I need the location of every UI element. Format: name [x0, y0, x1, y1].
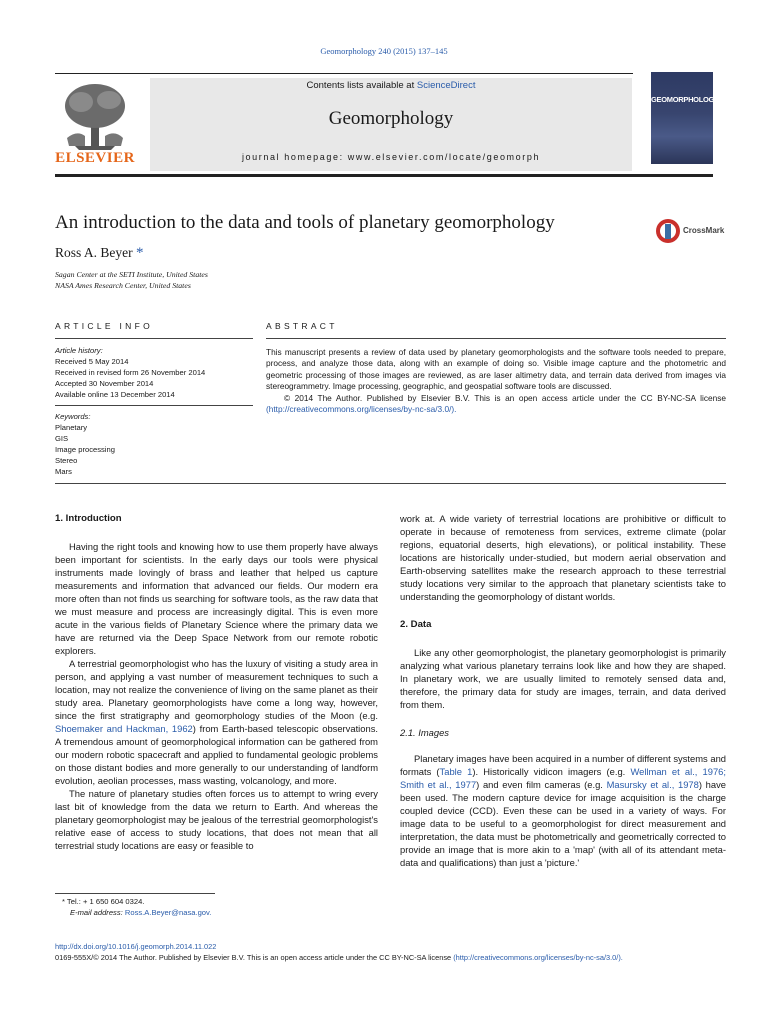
- abstract-heading: ABSTRACT: [266, 321, 338, 331]
- author-line: [55, 245, 144, 262]
- abstract-license-link[interactable]: (http://creativecommons.org/licenses/by-nc-sa/3.0/).: [266, 404, 457, 415]
- history-label: Article history:: [55, 346, 103, 355]
- header-bottom-rule: [55, 174, 713, 177]
- abstract-body: [266, 347, 726, 415]
- journal-name: Geomorphology: [328, 108, 454, 129]
- section-1-heading: 1. Introduction: [55, 513, 122, 524]
- keyword: Image processing: [55, 445, 115, 454]
- text-run: A terrestrial geomorphologist who has the luxury of visiting a study area in person, and applying a vast number of measurement techniques to such a location, may not realize the convenience of living on the same planet as their study area. Planetary geomorphologists have come a long way, however, since the first stratigraphy and geomorphology studies of the Moon (e.g.: [55, 658, 378, 721]
- history-received: Received 5 May 2014: [55, 357, 129, 366]
- sciencedirect-link[interactable]: ScienceDirect: [416, 80, 476, 91]
- section-2-1-heading: 2.1. Images: [400, 727, 449, 738]
- journal-citation[interactable]: Geomorphology 240 (2015) 137–145: [320, 46, 448, 56]
- article-info-rule: [55, 338, 253, 339]
- author-email-link[interactable]: Ross.A.Beyer@nasa.gov.: [124, 908, 212, 917]
- publisher-name: ELSEVIER: [55, 150, 135, 166]
- contents-prefix: Contents lists available at: [306, 80, 417, 91]
- ref-shoemaker-1962[interactable]: Shoemaker and Hackman, 1962: [55, 723, 193, 734]
- history-online: Available online 13 December 2014: [55, 390, 175, 399]
- abstract-rule: [266, 338, 726, 339]
- keyword: GIS: [55, 434, 69, 443]
- intro-paragraph-3-continued: work at. A wide variety of terrestrial locations are prohibitive or difficult to operate in because of remoteness from services, extreme climate (polar regions, equatorial deserts, high elevations), or political instability. These locations are historically under-studied, but modern aerial observation and Earth-observing satellites make the research approach to these terrestrial study locations very similar to the approach that planetary scientists take to understanding the geomorphology of distant worlds.: [400, 513, 726, 602]
- section-2-heading: 2. Data: [400, 619, 432, 630]
- keywords-rule: [55, 405, 253, 406]
- text-run: ) from Earth-based telescopic observations. A tremendous amount of geomorphological information can be gathered from our modern robotic spacecraft and applied to fundamental geologic problems on those distant bodies and more generally to our understanding of landform evolution, aeolian processes, mass wasting, volcanology, and more.: [55, 723, 378, 786]
- data-paragraph-1: Like any other geomorphologist, the planetary geomorphologist is primarily analyzing what various planetary terrains look like and how they are shaped. In planetary work, we are usually limited to remotely sensed data and, therefore, the primary data for study are images, terrain, and data derived from them.: [400, 647, 726, 710]
- intro-paragraph-3: The nature of planetary studies often forces us to attempt to wring every last bit of knowledge from the data we return to Earth. And whereas the planetary geomorphologist may be jealous of the terrestrial geomorphologist's relative ease of access to study locations, that does not mean that all terrestrial study locations are easy or feasible to: [55, 788, 378, 851]
- crossmark-label[interactable]: CrossMark: [683, 226, 725, 235]
- license-link[interactable]: (http://creativecommons.org/licenses/by-nc-sa/3.0/).: [453, 953, 623, 962]
- author-footnote-mark[interactable]: *: [136, 245, 144, 261]
- copyright-text: 0169-555X/© 2014 The Author. Published by Elsevier B.V. This is an open access article under the CC BY-NC-SA license: [55, 953, 454, 962]
- right-column: [400, 512, 726, 869]
- keyword: Planetary: [55, 423, 88, 432]
- abstract-license-text: © 2014 The Author. Published by Elsevier B.V. This is an open access article under the CC BY-NC-SA license: [284, 392, 726, 403]
- article-info-heading: ARTICLE INFO: [55, 321, 154, 331]
- abstract-license: [266, 393, 726, 416]
- keywords: [55, 411, 115, 477]
- author-name: Ross A. Beyer: [55, 245, 133, 260]
- text-run: ). Historically vidicon imagers (e.g.: [472, 766, 631, 777]
- affiliation-2: NASA Ames Research Center, United States: [55, 281, 191, 290]
- keyword: Mars: [55, 467, 72, 476]
- keyword: Stereo: [55, 456, 78, 465]
- footnote-rule: [55, 893, 215, 894]
- journal-cover-image: [651, 72, 719, 164]
- text-run: Planetary images have been acquired in a number of different systems and formats (: [400, 753, 726, 777]
- article-title: An introduction to the data and tools of planetary geomorphology: [55, 212, 555, 233]
- history-revised: Received in revised form 26 November 2014: [55, 368, 206, 377]
- header-top-rule: [55, 73, 633, 74]
- footnote-email: [70, 908, 211, 917]
- copyright-line: [55, 953, 623, 962]
- abstract-text: This manuscript presents a review of data used by planetary geomorphologists and the software tools needed to prepare, process, and analyze those data, along with an example of doing so. Visible image capture and the photometric and geometric processing of those images are reviewed, as are laser altimetry data, and terrain data derived from images via stereogrammetry. Image processing, geographic, and geospatial software tools are discussed.: [266, 347, 726, 392]
- text-run: ) and even film cameras (e.g.: [476, 779, 607, 790]
- journal-cover-title: GEOMORPHOLOGY: [651, 95, 719, 104]
- ref-table-1[interactable]: Table 1: [439, 766, 473, 777]
- ref-wellman-smith[interactable]: Wellman et al., 1976; Smith et al., 1977: [400, 766, 727, 790]
- intro-paragraph-1: Having the right tools and knowing how to use them properly have always been important for scientists. In the early days our tools were physical instruments made lovingly of brass and leather that helped us capture measurements and information that advanced our fields. Our modern era more often than not finds us searching for software tools, as the raw data that we must measure and process are increasingly digital. This is even more acute in the various fields of Planetary Science where the primary data we have are returned via the Deep Space Network from our remote robotic explorers.: [55, 541, 378, 656]
- keywords-label: Keywords:: [55, 412, 91, 421]
- footnote-tel: * Tel.: + 1 650 604 0324.: [62, 897, 145, 906]
- affiliation-1: Sagan Center at the SETI Institute, United States: [55, 270, 208, 279]
- email-label: E-mail address:: [70, 908, 125, 917]
- journal-homepage[interactable]: journal homepage: www.elsevier.com/locate/geomorph: [241, 152, 541, 162]
- left-column: [55, 512, 378, 852]
- text-run: ) have been used. The modern capture device for image acquisition is the charge coupled device (CCD). Even these can be used in a variety of ways. For image data to be useful to a geomorphologist for direct measurement and interpretation, the data must be photometrically and geometrically corrected to provide an image that is more akin to a 'map' (with all of its attendant meta-data and qualifications) than just a 'picture.': [400, 779, 726, 868]
- history-accepted: Accepted 30 November 2014: [55, 379, 154, 388]
- doi-link[interactable]: http://dx.doi.org/10.1016/j.geomorph.2014.11.022: [55, 942, 217, 951]
- article-history: [55, 345, 205, 400]
- intro-paragraph-2: [55, 657, 378, 787]
- ref-masursky-1978[interactable]: Masursky et al., 1978: [606, 779, 699, 790]
- front-matter-rule: [55, 483, 726, 484]
- contents-line: [150, 80, 632, 91]
- images-paragraph-1: [400, 752, 726, 869]
